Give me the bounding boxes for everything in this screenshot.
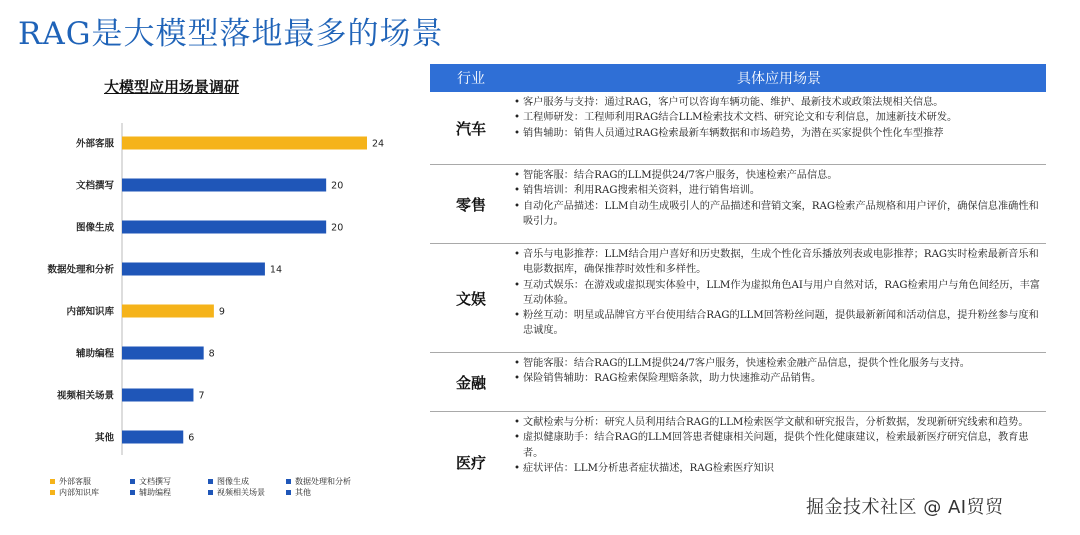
legend-swatch	[50, 479, 55, 484]
bar	[122, 389, 193, 402]
legend-item	[50, 476, 91, 487]
slide-title: RAG是大模型落地最多的场景	[18, 16, 444, 52]
scenario-item: • 音乐与电影推荐：LLM结合用户喜好和历史数据，生成个性化音乐播放列表或电影推荐；RAG实时检索最新音乐和电影数据库，确保推荐时效性和多样性。	[514, 247, 1040, 278]
table-header	[430, 64, 1046, 92]
table-row	[430, 244, 1046, 353]
legend-label: 视频相关场景	[217, 488, 265, 497]
legend-label: 图像生成	[217, 477, 249, 486]
header-scenarios: 具体应用场景	[737, 71, 821, 87]
bar	[122, 137, 367, 150]
scenario-item: • 智能客服：结合RAG的LLM提供24/7客户服务，快速检索金融产品信息，提供个性化服务与支持。	[514, 356, 1040, 371]
industry-label: 汽车	[455, 119, 486, 138]
chart-title: 大模型应用场景调研	[104, 78, 240, 96]
bar-chart	[0, 115, 420, 470]
table-row	[430, 92, 1046, 165]
header-industry: 行业	[457, 71, 485, 87]
bar	[122, 305, 214, 318]
scenario-item: • 智能客服：结合RAG的LLM提供24/7客户服务，快速检索产品信息。	[514, 168, 1040, 183]
scenario-item: • 销售辅助：销售人员通过RAG检索最新车辆数据和市场趋势，为潜在买家提供个性化车型推荐	[514, 126, 1040, 141]
bar	[122, 221, 326, 234]
legend-item	[208, 487, 265, 498]
scenario-item: • 文献检索与分析：研究人员利用结合RAG的LLM检索医学文献和研究报告，分析数据，发现新研究线索和趋势。	[514, 415, 1040, 430]
legend-label: 数据处理和分析	[295, 477, 351, 486]
legend-swatch	[130, 490, 135, 495]
data-label: 9	[218, 306, 225, 318]
legend-item	[286, 487, 311, 498]
legend-label: 辅助编程	[139, 488, 171, 497]
category-tick-label: 内部知识库	[66, 306, 114, 318]
legend-item	[286, 476, 351, 487]
scenario-item: • 虚拟健康助手：结合RAG的LLM回答患者健康相关问题，提供个性化健康建议，检索最新医疗研究信息，教育患者。	[514, 430, 1040, 461]
data-label: 8	[208, 348, 215, 360]
use-case-table	[430, 64, 1046, 512]
scenario-item: • 工程师研发：工程师利用RAG结合LLM检索技术文档、研究论文和专利信息，加速新技术研发。	[514, 110, 1040, 125]
scenario-item: • 粉丝互动：明星或品牌官方平台使用结合RAG的LLM回答粉丝问题，提供最新新闻和活动信息，提升粉丝参与度和忠诚度。	[514, 308, 1040, 339]
scenario-item: • 销售培训：利用RAG搜索相关资料，进行销售培训。	[514, 183, 1040, 198]
data-label: 14	[269, 264, 283, 276]
legend-swatch	[208, 490, 213, 495]
scenario-list	[512, 165, 1046, 243]
legend-swatch	[130, 479, 135, 484]
data-label: 7	[198, 390, 205, 402]
legend-swatch	[50, 490, 55, 495]
data-label: 6	[188, 432, 195, 444]
category-tick-label: 视频相关场景	[56, 390, 114, 402]
scenario-list	[512, 244, 1046, 352]
legend-item	[130, 476, 171, 487]
legend-item	[208, 476, 249, 487]
watermark: 掘金技术社区 @ AI贸贸	[806, 493, 1004, 519]
data-label: 20	[331, 222, 344, 234]
industry-label: 文娱	[455, 289, 486, 308]
category-tick-label: 辅助编程	[75, 348, 114, 360]
industry-label: 零售	[455, 195, 486, 214]
industry-label: 医疗	[455, 453, 486, 472]
table-row	[430, 165, 1046, 244]
scenario-item: • 互动式娱乐：在游戏或虚拟现实体验中，LLM作为虚拟角色AI与用户自然对话，RAG检索用户与角色间经历，丰富互动体验。	[514, 278, 1040, 309]
bar	[122, 347, 204, 360]
legend-item	[130, 487, 171, 498]
legend-swatch	[286, 479, 291, 484]
legend-label: 文档撰写	[139, 477, 171, 486]
category-tick-label: 图像生成	[75, 222, 114, 234]
scenario-item: • 自动化产品描述：LLM自动生成吸引人的产品描述和营销文案，RAG检索产品规格和用户评价，确保信息准确性和吸引力。	[514, 199, 1040, 230]
legend-item	[50, 487, 99, 498]
legend-label: 外部客服	[59, 477, 91, 486]
data-label: 20	[331, 180, 344, 192]
scenario-list	[512, 92, 1046, 164]
legend-label: 其他	[295, 488, 311, 497]
category-tick-label: 外部客服	[75, 138, 114, 150]
scenario-item: • 客户服务与支持：通过RAG，客户可以咨询车辆功能、维护、最新技术或政策法规相关信息。	[514, 95, 1040, 110]
industry-label: 金融	[455, 373, 486, 392]
legend-label: 内部知识库	[59, 488, 99, 497]
category-tick-label: 文档撰写	[75, 180, 114, 192]
legend-swatch	[208, 479, 213, 484]
data-label: 24	[372, 138, 385, 150]
scenario-item: • 症状评估：LLM分析患者症状描述，RAG检索医疗知识	[514, 461, 1040, 476]
category-tick-label: 其他	[94, 432, 114, 444]
bar	[122, 431, 183, 444]
bar	[122, 263, 265, 276]
legend-swatch	[286, 490, 291, 495]
bar	[122, 179, 326, 192]
category-tick-label: 数据处理和分析	[47, 264, 114, 276]
scenario-item: • 保险销售辅助：RAG检索保险理赔条款，助力快速推动产品销售。	[514, 371, 1040, 386]
scenario-list	[512, 353, 1046, 411]
table-row	[430, 353, 1046, 412]
